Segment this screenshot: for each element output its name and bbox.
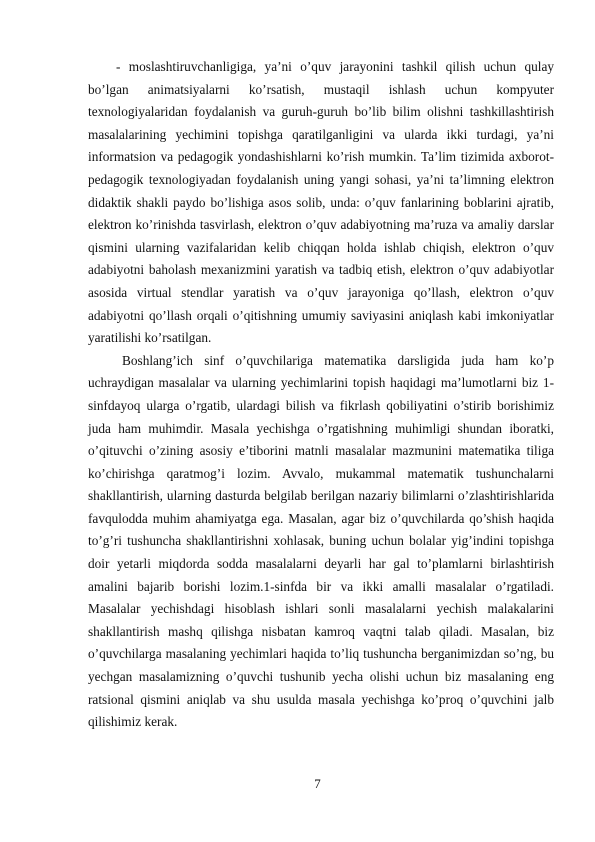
paragraph-2: Boshlang’ich sinf o’quvchilariga matematika darsligida juda ham ko’p uchraydigan masalalar va ularning yechimlarini topish haqidagi ma’lumotlarni biz 1-sinfdayoq ularga o’rgatib, ulardagi bilish va fikrlash qobiliyatini o’stirib borishimiz juda ham muhimdir. Masala yechishga o’rgatishning muhimligi shundan iboratki, o’qituvchi o’zining asosiy e’tiborini matnli masalalar mazmunini matematika tiliga ko’chirishga qaratmog’i lozim. Avvalo, mukammal matematik tushunchalarni shakllantirish, ularning dasturda belgilab berilgan nazariy bilimlarni o’zlashtirishlarida favqulodda muhim ahamiyatga ega. Masalan, agar biz o’quvchilarda qo’shish haqida to’g’ri tushuncha shakllantirishni xohlasak, buning uchun bolalar yig’indini topishga doir yetarli miqdorda sodda masalalarni deyarli har gal to’plamlarni birlashtirish amalini bajarib borishi lozim.1-sinfda bir va ikki amalli masalalar o’rgatiladi. Masalalar yechishdagi hisoblash ishlari sonli masalalarni yechish malakalarini shakllantirish mashq qilishga nisbatan kamroq vaqtni talab qiladi. Masalan, biz o’quvchilarga masalaning yechimlari haqida to’liq tushuncha berganimizdan so’ng, bu yechgan masalamizning o’quvchi tushunib yecha olishi uchun biz masalaning eng ratsional qismini aniqlab va shu usulda masala yechishga ko’proq o’quvchini jalb qilishimiz kerak.	[88, 352, 554, 730]
paragraph-1: - moslashtiruvchanligiga, ya’ni o’quv jarayonini tashkil qilish uchun qulay bo’lgan animatsiyalarni ko’rsatish, mustaqil ishlash uchun kompyuter texnologiyalaridan foydalanish va guruh-guruh bo’lib bilim olishni tashkillashtirish masalalarining yechimini topishga qaratilganligini va ularda ikki turdagi, ya’ni informatsion va pedagogik yondashishlarni ko’rish mumkin. Ta’lim tizimida axborot-pedagogik texnologiyadan foydalanish uning yangi sohasi, ya’ni ta’limning elektron didaktik shakli paydo bo’lishiga asos solib, unda: o’quv fanlarining boblarini ajratib, elektron ko’rinishda tasvirlash, elektron o’quv adabiyotning ma’ruza va amaliy darslar qismini ularning vazifalaridan kelib chiqqan holda ishlab chiqish, elektron o’quv adabiyotni baholash mexanizmini yaratish va tadbiq etish, elektron o’quv adabiyotlar asosida virtual stendlar yaratish va o’quv jarayoniga qo’llash, elektron o’quv adabiyotni qo’llash orqali o’qitishning umumiy saviyasini aniqlash kabi imkoniyatlar yaratilishi ko’rsatilgan.	[88, 59, 554, 346]
page-body	[88, 56, 554, 734]
page-number: 7	[314, 776, 321, 791]
